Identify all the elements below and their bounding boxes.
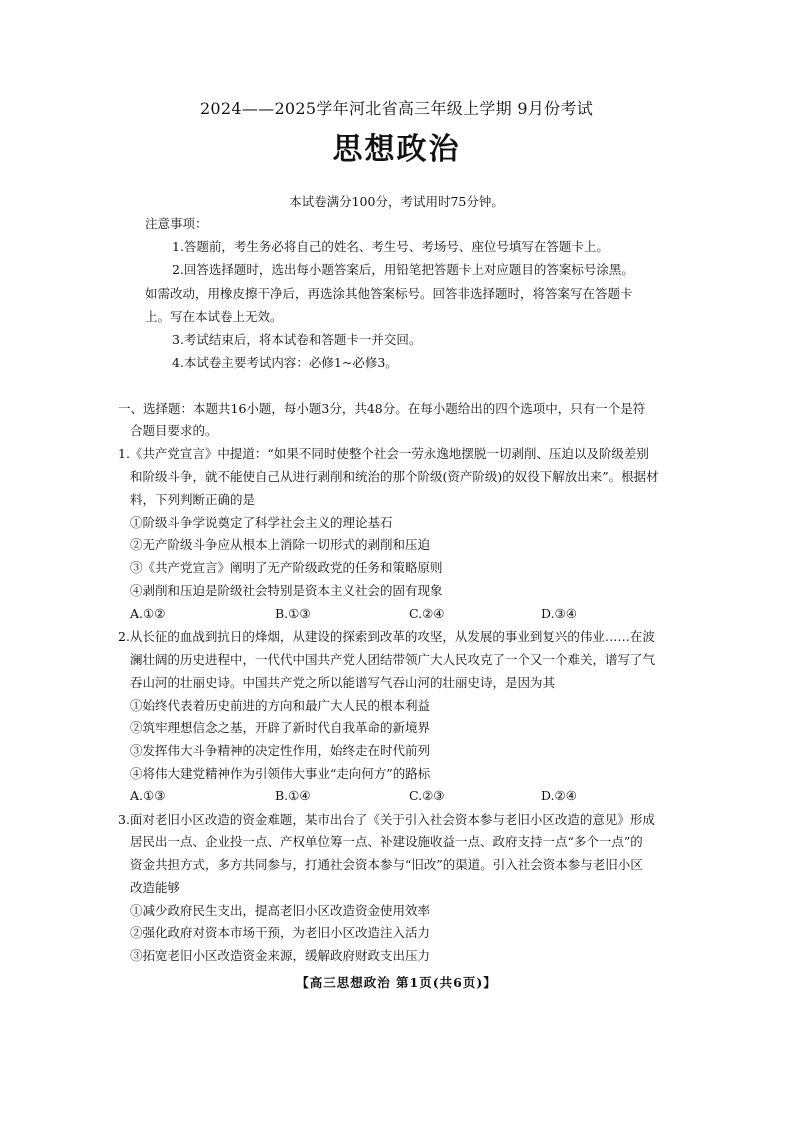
score-info: 本试卷满分100分，考试用时75分钟。 (289, 194, 504, 209)
q2-statement-1: ①始终代表着历史前进的方向和最广大人民的根本利益 (130, 698, 431, 713)
page-footer: 【高三思想政治 第1页(共6页)】 (296, 975, 497, 990)
question-2-stem-cont: 澜壮阔的历史进程中，一代代中国共产党人团结带领广大人民攻克了一个又一个难关，谱写了气 (130, 652, 656, 667)
q2-option-d[interactable]: D.②④ (541, 788, 577, 803)
section-heading-cont: 合题目要求的。 (130, 423, 218, 438)
question-1-stem-cont: 和阶级斗争，就不能使自己从进行剥削和统治的那个阶级(资产阶级)的奴役下解放出来”。根据材 (130, 469, 659, 484)
q1-statement-1: ①阶级斗争学说奠定了科学社会主义的理论基石 (130, 515, 393, 530)
question-3-stem: 3.面对老旧小区改造的资金难题，某市出台了《关于引入社会资本参与老旧小区改造的意见》形成 (118, 812, 655, 827)
exam-title: 2024——2025学年河北省高三年级上学期 9月份考试 (199, 99, 594, 118)
note-item-2-cont: 如需改动，用橡皮擦干净后，再选涂其他答案标号。回答非选择题时，将答案写在答题卡 (145, 286, 633, 301)
q1-statement-3: ③《共产党宣言》阐明了无产阶级政党的任务和策略原则 (130, 560, 443, 575)
subject-title: 思想政治 (332, 132, 461, 167)
q2-statement-4: ④将伟大建党精神作为引领伟大事业“走向何方”的路标 (130, 766, 431, 781)
q1-option-c[interactable]: C.②④ (409, 606, 445, 621)
q2-options (0, 785, 793, 807)
q2-statement-3: ③发挥伟大斗争精神的决定性作用，始终走在时代前列 (130, 743, 431, 758)
note-item-1: 1.答题前，考生务必将自己的姓名、考生号、考场号、座位号填写在答题卡上。 (172, 239, 609, 254)
q2-option-a[interactable]: A.①③ (130, 788, 166, 803)
q3-statement-1: ①减少政府民生支出，提高老旧小区改造资金使用效率 (130, 903, 431, 918)
note-item-2-end: 上。写在本试卷上无效。 (145, 309, 283, 324)
q2-option-c[interactable]: C.②③ (409, 788, 445, 803)
q3-statement-2: ②强化政府对资本市场干预，为老旧小区改造注入活力 (130, 925, 431, 940)
question-2-stem-end: 吞山河的壮丽史诗。中国共产党之所以能谱写气吞山河的壮丽史诗，是因为其 (130, 675, 556, 690)
notes-heading: 注意事项： (145, 216, 208, 231)
q3-statement-3: ③拓宽老旧小区改造资金来源，缓解政府财政支出压力 (130, 948, 431, 963)
q2-statement-2: ②筑牢理想信念之基，开辟了新时代自我革命的新境界 (130, 720, 431, 735)
q1-option-b[interactable]: B.①③ (275, 606, 311, 621)
question-3-stem-cont-2: 资金共担方式，多方共同参与，打通社会资本参与“旧改”的渠道。引入社会资本参与老旧小区 (130, 857, 643, 872)
q1-options (0, 603, 793, 625)
q1-statement-2: ②无产阶级斗争应从根本上消除一切形式的剥削和压迫 (130, 537, 431, 552)
q1-option-d[interactable]: D.③④ (541, 606, 577, 621)
question-1-stem-end: 料，下列判断正确的是 (130, 492, 256, 507)
question-2-stem: 2.从长征的血战到抗日的烽烟，从建设的探索到改革的攻坚，从发展的事业到复兴的伟业……在波 (118, 629, 655, 644)
question-3-stem-cont-1: 居民出一点、企业投一点、产权单位筹一点、补建设施收益一点、政府支持一点“多个一点”的 (130, 834, 643, 849)
note-item-4: 4.本试卷主要考试内容：必修1~必修3。 (172, 355, 398, 370)
q2-option-b[interactable]: B.①④ (275, 788, 311, 803)
question-1-stem: 1.《共产党宣言》中提道：“如果不同时使整个社会一劳永逸地摆脱一切剥削、压迫以及阶级差别 (118, 446, 649, 461)
q1-option-a[interactable]: A.①② (130, 606, 166, 621)
question-3-stem-end: 改造能够 (130, 880, 181, 895)
note-item-3: 3.考试结束后，将本试卷和答题卡一并交回。 (172, 332, 422, 347)
section-heading: 一、选择题：本题共16小题，每小题3分，共48分。在每小题给出的四个选项中，只有一个是符 (118, 401, 646, 416)
q1-statement-4: ④剥削和压迫是阶级社会特别是资本主义社会的固有现象 (130, 583, 443, 598)
note-item-2: 2.回答选择题时，选出每小题答案后，用铅笔把答题卡上对应题目的答案标号涂黑。 (172, 262, 634, 277)
